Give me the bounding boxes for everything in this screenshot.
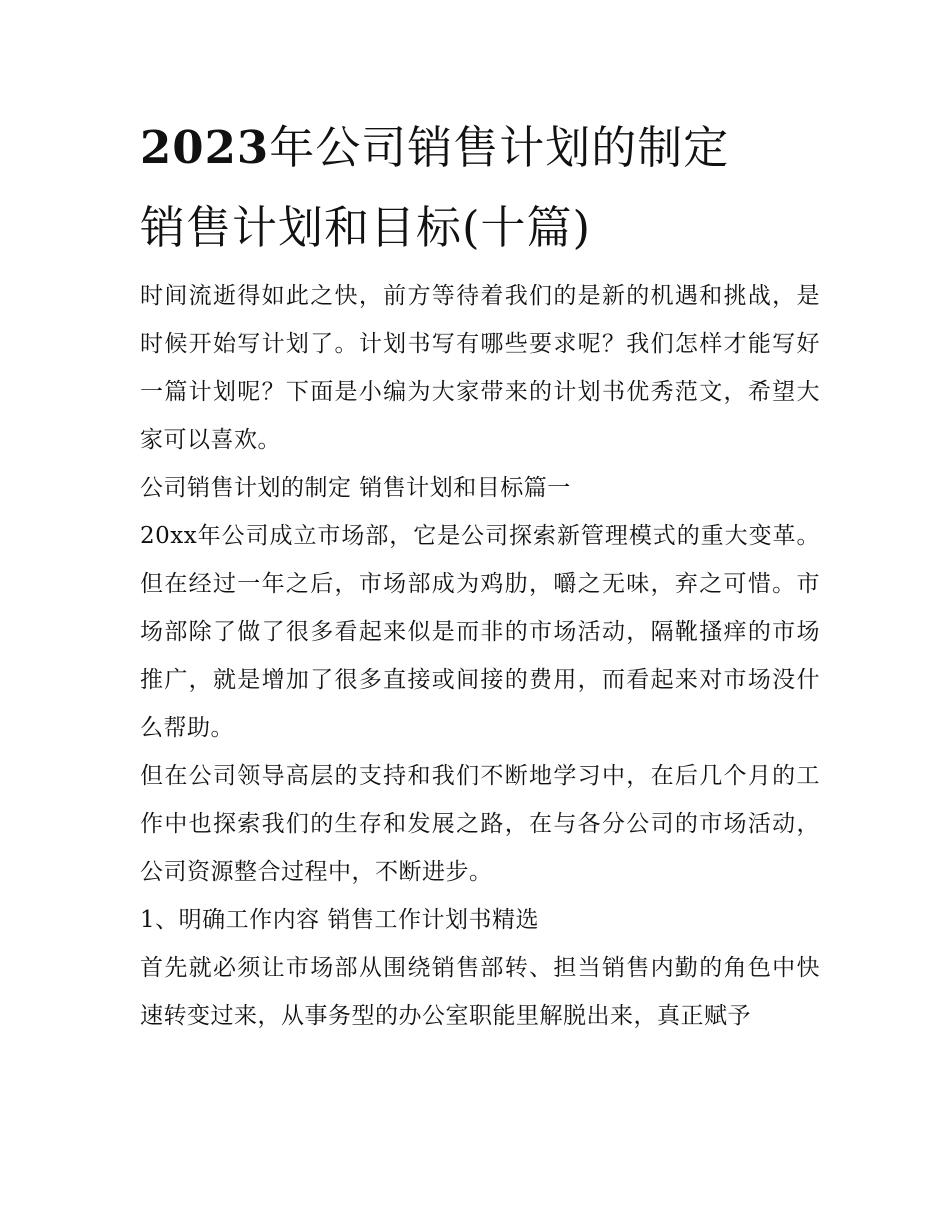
document-title (140, 108, 820, 268)
title-year: 2023 (140, 121, 270, 174)
title-line2: 销售计划和目标(十篇) (140, 201, 592, 254)
body-paragraph: 首先就必须让市场部从围绕销售部转、担当销售内勤的角色中快速转变过来，从事务型的办公室职能里解脱出来，真正赋予 (140, 955, 820, 1029)
subsection-heading: 1、明确工作内容 销售工作计划书精选 (140, 907, 539, 933)
document-page (140, 108, 820, 1040)
title-line1-rest: 年公司销售计划的制定 (269, 121, 730, 174)
body-paragraph: 20xx年公司成立市场部，它是公司探索新管理模式的重大变革。但在经过一年之后，市场部成为鸡肋，嚼之无味，弃之可惜。市场部除了做了很多看起来似是而非的市场活动，隔靴搔痒的市场推广，就是增加了很多直接或间接的费用，而看起来对市场没什么帮助。 (140, 523, 820, 741)
section-heading: 公司销售计划的制定 销售计划和目标篇一 (140, 475, 571, 501)
intro-paragraph: 时间流逝得如此之快，前方等待着我们的是新的机遇和挑战，是时候开始写计划了。计划书写有哪些要求呢？我们怎样才能写好一篇计划呢？下面是小编为大家带来的计划书优秀范文，希望大家可以喜欢。 (140, 283, 820, 453)
body-paragraph: 但在公司领导高层的支持和我们不断地学习中，在后几个月的工作中也探索我们的生存和发展之路，在与各分公司的市场活动，公司资源整合过程中，不断进步。 (140, 763, 820, 885)
